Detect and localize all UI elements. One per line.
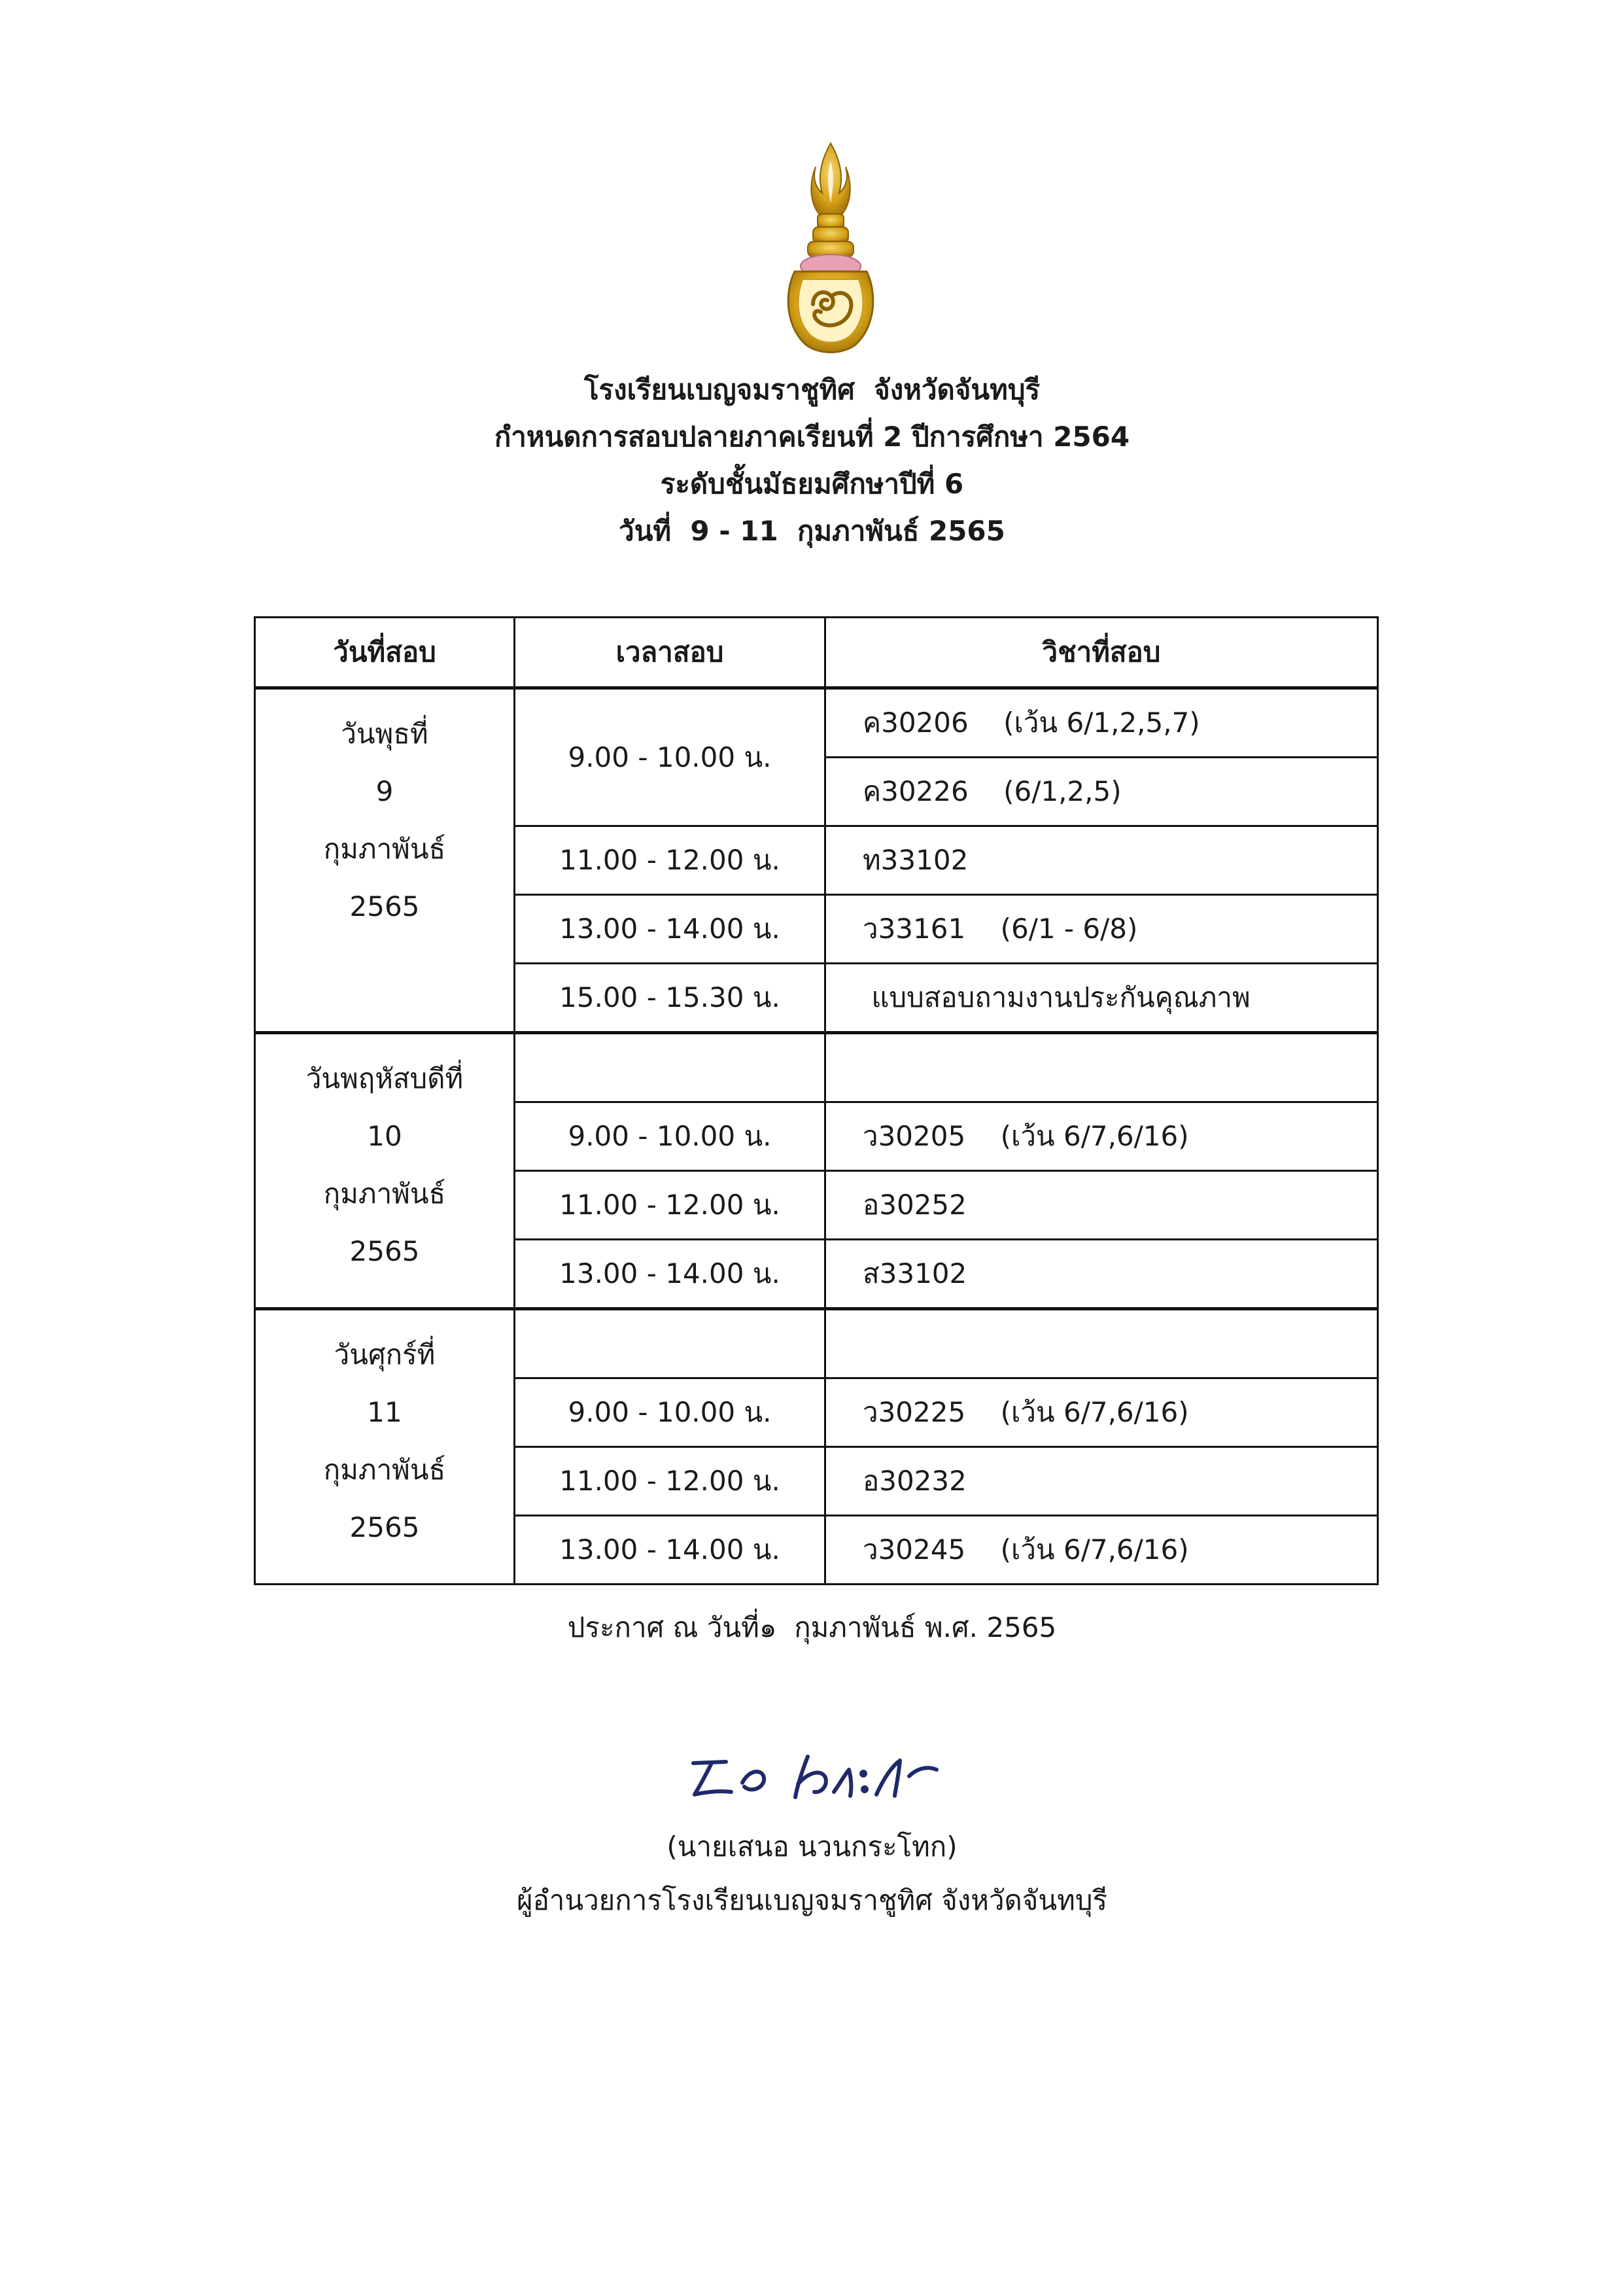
exam-time: 11.00 - 12.00 น. xyxy=(515,826,825,895)
exam-day-cell xyxy=(255,688,515,1033)
table-row xyxy=(255,688,1378,758)
exam-schedule-table xyxy=(254,616,1379,1585)
exam-time: 13.00 - 14.00 น. xyxy=(515,1516,825,1585)
signer-name: (นายเสนอ นวนกระโทก) xyxy=(666,1831,958,1863)
signer-title: ผู้อำนวยการโรงเรียนเบญจมราชูทิศ จังหวัดจันทบุรี xyxy=(516,1884,1108,1916)
handwritten-signature xyxy=(680,1737,968,1809)
exam-subject: ว30205 (เว้น 6/7,6/16) xyxy=(825,1102,1378,1171)
day-name: วันพฤหัสบดีที่ xyxy=(305,1062,464,1095)
exam-subject: ว30225 (เว้น 6/7,6/16) xyxy=(825,1378,1378,1447)
day-number: 11 xyxy=(367,1396,402,1428)
day-number: 9 xyxy=(375,775,394,807)
exam-day-cell xyxy=(255,1033,515,1309)
exam-subject: ค30206 (เว้น 6/1,2,5,7) xyxy=(825,688,1378,758)
exam-time: 9.00 - 10.00 น. xyxy=(515,688,825,826)
table-row xyxy=(255,1309,1378,1378)
announcement-date: ประกาศ ณ วันที่๑ กุมภาพันธ์ พ.ศ. 2565 xyxy=(567,1611,1057,1643)
exam-time: 13.00 - 14.00 น. xyxy=(515,1240,825,1309)
day-name: วันศุกร์ที่ xyxy=(334,1339,436,1371)
exam-subject: ว30245 (เว้น 6/7,6/16) xyxy=(825,1516,1378,1585)
document-header xyxy=(0,366,1624,555)
exam-title: กำหนดการสอบปลายภาคเรียนที่ 2 ปีการศึกษา 2564 xyxy=(494,421,1130,453)
exam-time: 11.00 - 12.00 น. xyxy=(515,1447,825,1516)
exam-time: 13.00 - 14.00 น. xyxy=(515,895,825,964)
exam-time: 15.00 - 15.30 น. xyxy=(515,964,825,1033)
empty-subject-cell xyxy=(825,1309,1378,1378)
day-month: กุมภาพันธ์ xyxy=(323,1454,446,1486)
exam-time: 11.00 - 12.00 น. xyxy=(515,1171,825,1240)
table-row xyxy=(255,1033,1378,1102)
day-year: 2565 xyxy=(349,1235,420,1267)
empty-time-cell xyxy=(515,1309,825,1378)
exam-subject: ค30226 (6/1,2,5) xyxy=(825,758,1378,826)
column-header-subject: วิชาที่สอบ xyxy=(825,618,1378,688)
empty-time-cell xyxy=(515,1033,825,1102)
day-year: 2565 xyxy=(349,1511,420,1543)
day-year: 2565 xyxy=(349,890,420,922)
table-header-row xyxy=(255,618,1378,688)
day-month: กุมภาพันธ์ xyxy=(323,833,446,865)
exam-subject: ว33161 (6/1 - 6/8) xyxy=(825,895,1378,964)
exam-subject: แบบสอบถามงานประกันคุณภาพ xyxy=(825,964,1378,1033)
exam-subject: อ30232 xyxy=(825,1447,1378,1516)
exam-time: 9.00 - 10.00 น. xyxy=(515,1102,825,1171)
day-month: กุมภาพันธ์ xyxy=(323,1178,446,1210)
empty-subject-cell xyxy=(825,1033,1378,1102)
school-emblem-icon xyxy=(782,141,880,357)
column-header-date: วันที่สอบ xyxy=(255,618,515,688)
day-number: 10 xyxy=(367,1120,402,1152)
exam-subject: ท33102 xyxy=(825,826,1378,895)
school-name: โรงเรียนเบญจมราชูทิศ จังหวัดจันทบุรี xyxy=(583,374,1041,406)
column-header-time: เวลาสอบ xyxy=(515,618,825,688)
exam-time: 9.00 - 10.00 น. xyxy=(515,1378,825,1447)
exam-dates: วันที่ 9 - 11 กุมภาพันธ์ 2565 xyxy=(619,515,1005,547)
day-name: วันพุธที่ xyxy=(341,718,428,750)
grade-level: ระดับชั้นมัธยมศึกษาปีที่ 6 xyxy=(660,468,964,500)
exam-day-cell xyxy=(255,1309,515,1585)
exam-subject: ส33102 xyxy=(825,1240,1378,1309)
exam-subject: อ30252 xyxy=(825,1171,1378,1240)
